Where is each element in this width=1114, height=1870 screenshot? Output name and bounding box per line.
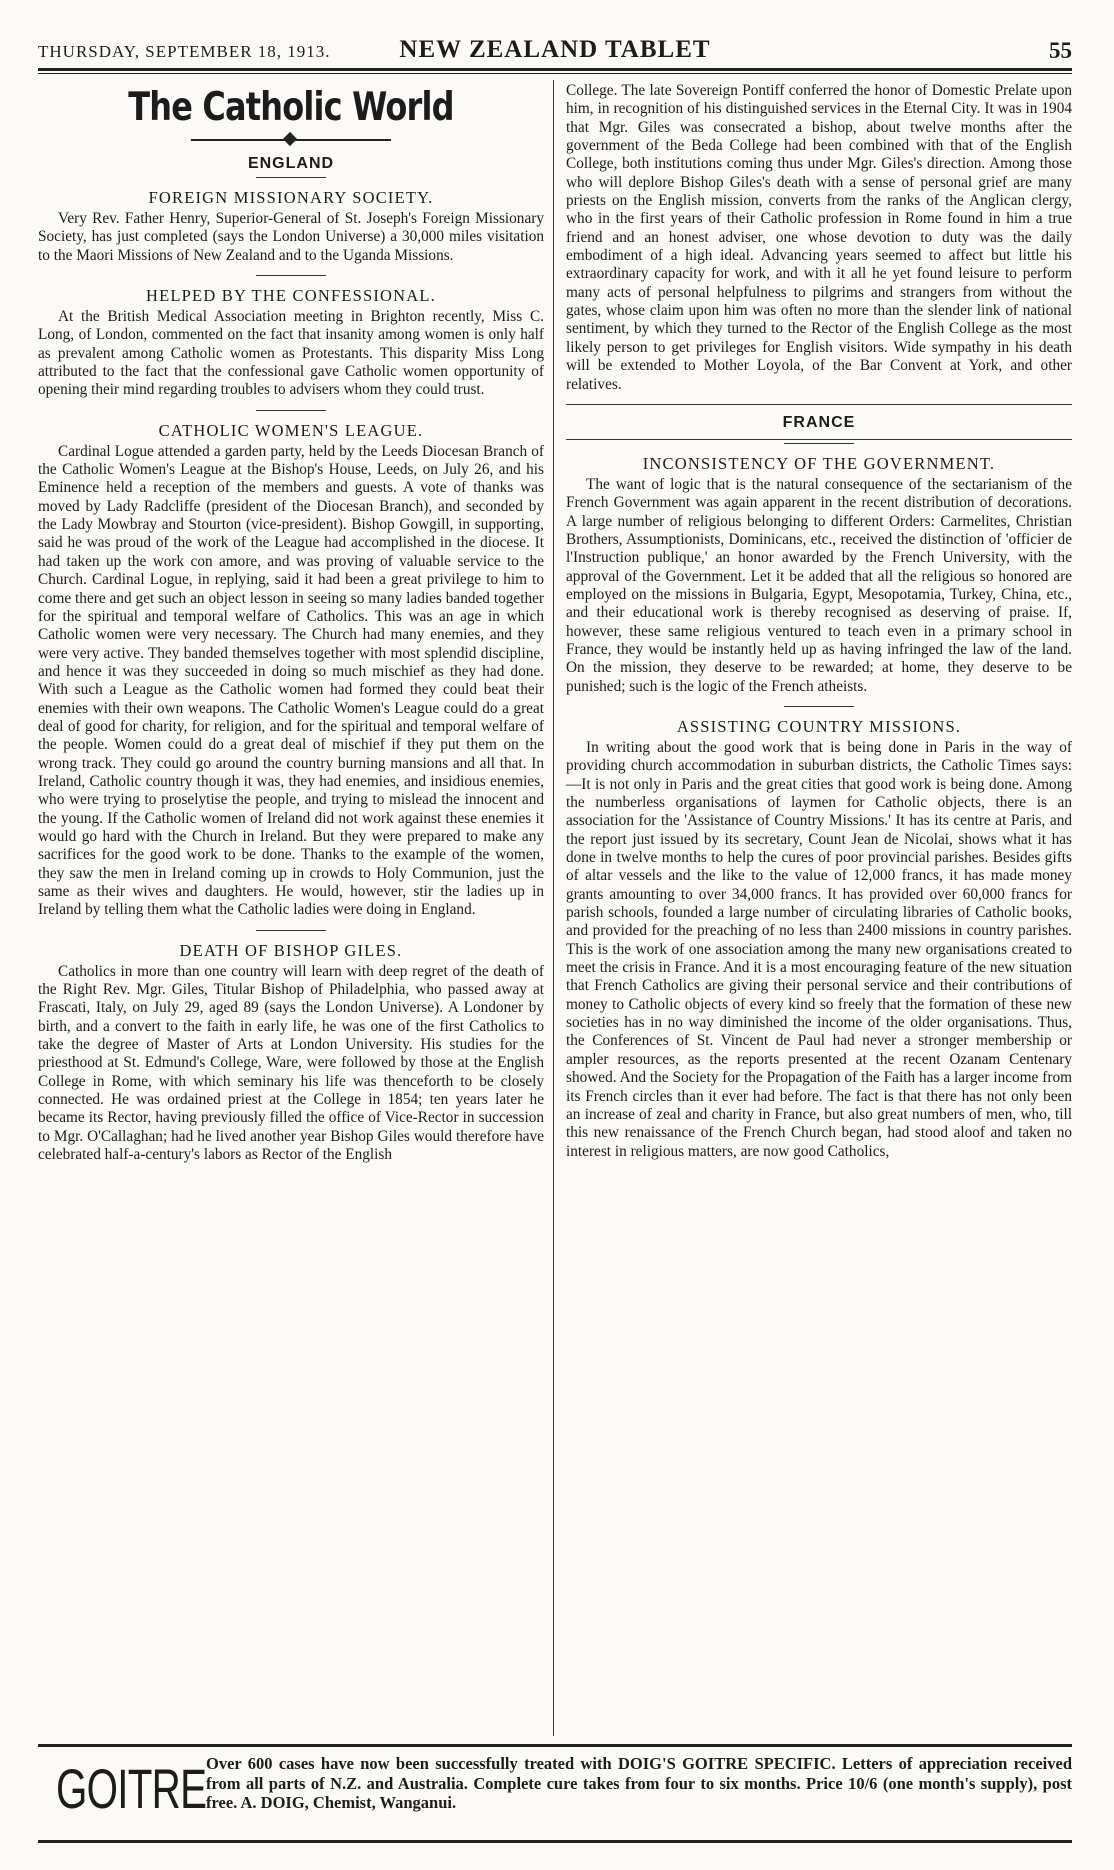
country-heading-france: FRANCE: [782, 413, 856, 431]
article-body-missions: In writing about the good work that is being done in Paris in the way of providing church accommodation in suburban districts, the Catholic Times says:—It is not only in Paris and the great cities that good work is being done. Among the numberless organisations of laymen for Catholic objects, there is an association for the 'Assistance of Country Missions.' It has its centre at Paris, and the report just issued by its secretary, Count Jean de Nicolai, shows what it has done in twelve months to help the cures of poor provincial parishes. Besides gifts of altar vessels and the like to the value of 12,000 francs, it has made money grants amounting to over 34,000 francs. It has provided over 60,000 francs for parish schools, founded a large number of circulating libraries of Catholic books, and provided for the preaching of no less than 2400 missions in country parishes. This is the work of one association among the many new organisations created to meet the crisis in France. And it is a most encouraging feature of the new situation that French Catholics are giving their personal service and their contributions of money to Catholic objects of every kind so freely that the formation of these new societies has in no way diminished the income of the older organisations. Thus, the Conferences of St. Vincent de Paul had never a stronger membership or ampler resources, as the reports presented at the recent Ozanam Centenary showed. And the Society for the Propagation of the Faith has a larger income from its French circles than it ever had before. The fact is that there has not only been an increase of zeal and charity in France, but also great numbers of men, who, till this new renaissance of the French Church began, had stood aloof and taken no interest in religious matters, are now good Catholics,: [566, 738, 1072, 1160]
title-ornament: [191, 132, 391, 148]
article-body-inconsistency: The want of logic that is the natural consequence of the sectarianism of the French Government was again apparent in the recent distribution of decorations. A large number of religious belonging to different Orders: Carmelites, Christian Brothers, Assumptionists, Dominicans, etc., received the distinction of 'officier de l'Instruction publique,' an honor awarded by the French University, with the approval of the Government. Let it be added that all the religious so honored are employed on the missions in Bulgaria, Egypt, Mesopotamia, Turkey, China, etc., and their educational work is thereby recognised as deserving of praise. If, however, these same religious ventured to teach even in a primary school in France, they would be instantly held up as having infringed the law of the land. On the mission, they deserve to be rewarded; at home, they deserve to be punished; such is the logic of the French atheists.: [566, 475, 1072, 695]
divider: [784, 443, 854, 444]
divider: [256, 177, 326, 178]
page-header: [38, 36, 1072, 64]
article-heading-missionary: FOREIGN MISSIONARY SOCIETY.: [148, 188, 434, 207]
divider: [256, 275, 326, 276]
divider: [784, 706, 854, 707]
footer-rule: [38, 1744, 1072, 1747]
advertisement: [38, 1752, 1072, 1840]
article-body-league: Cardinal Logue attended a garden party, held by the Leeds Diocesan Branch of the Catholic Women's League at the Bishop's House, Leeds, on July 26, and his Eminence held a reception of the members and guests. A vote of thanks was moved by Lady Radcliffe (president of the Diocesan Branch), and seconded by the Lady Mowbray and Stourton (vice-president). Bishop Gowgill, in supporting, said he was proud of the work of the League had accomplished in the diocese. It had taken up the work con amore, and was proving of valuable service to the Church. Cardinal Logue, in replying, said it had been a great privilege to him to come there and get such an object lesson in seeing so many ladies banded together for the spiritual and temporal welfare of Catholics. This was an age in which Catholic women were very necessary. The Church had many enemies, and they were very active. They banded themselves together with most splendid discipline, and hence it was they succeeded in doing so much mischief as they had done. With such a League as the Catholic women had formed they could beat their enemies with their own weapons. The Catholic Women's League could do a great deal of good for charity, for religion, and for the spiritual and temporal welfare of the people. Women could do a great deal of mischief if they put them on the wrong track. They could go around the country burning mansions and all that. In Ireland, Catholic country though it was, they had enemies, and insidious enemies, who were trying to proselytise the people, and trying to mislead the innocent and the young. If the Catholic women of Ireland did not work against these enemies it would go hard with the Church in Ireland. But they were prepared to make any sacrifices for the good work to be done. Thanks to the example of the women, they saw the men in Ireland coming up in crowds to Holy Communion, just the same as their wives and daughters. He would, however, stir the ladies up in Ireland by telling them what the Catholic ladies were doing in England.: [38, 442, 544, 919]
article-body-giles-continued: College. The late Sovereign Pontiff conferred the honor of Domestic Prelate upon him, in recognition of his distinguished services in the Eternal City. It was in 1904 that Mgr. Giles was consecrated a bishop, about twelve months after the government of the Beda College had been combined with that of the English College, both institutions coming thus under Mgr. Giles's direction. Among those who will deplore Bishop Giles's death with a sense of personal grief are many priests on the English mission, converts from the ranks of the Anglican clergy, who in the first years of their Catholic profession in Rome found in him a true friend and an honest adviser, one whose devotion to duty was the daily embodiment of a high ideal. Advancing years seemed to affect but little his extraordinary capacity for work, and with it all he yet found leisure to perform many acts of personal helpfulness to pilgrims and strangers from without the gates, whose claim upon him was often no more than the slender link of national sentiment, by which they turned to the Rector of the English College as the most likely person to get privileges for English visitors. Wide sympathy in his death will be extended to Mother Loyola, of the Bar Convent at York, and other relatives.: [566, 82, 1072, 393]
article-body-giles: Catholics in more than one country will learn with deep regret of the death of the Right Rev. Mgr. Giles, Titular Bishop of Philadelphia, who passed away at Frascati, Italy, on July 29, aged 89 (says the London Universe). A Londoner by birth, and a convert to the faith in early life, he was one of the first Catholics to take the degree of Master of Arts at London University. His studies for the priesthood at St. Edmund's College, Ware, were followed by those at the English College in Rome, with which seminary his life was thenceforth to be closely connected. He was ordained priest at the College in 1854; ten years later he became its Rector, having previously filled the office of Vice-Rector in succession to Mgr. O'Callaghan; had he lived another year Bishop Giles would therefore have celebrated half-a-century's labors as Rector of the English: [38, 962, 544, 1164]
masthead: NEW ZEALAND TABLET: [399, 36, 711, 63]
article-body-missionary: Very Rev. Father Henry, Superior-General of St. Joseph's Foreign Missionary Society, has just completed (says the London Universe) a 30,000 miles visitation to the Maori Missions of New Zealand and to the Uganda Missions.: [38, 210, 544, 264]
article-heading-giles: DEATH OF BISHOP GILES.: [179, 940, 403, 960]
page-number: 55: [1049, 38, 1072, 63]
article-heading-missions: ASSISTING COUNTRY MISSIONS.: [676, 716, 962, 736]
article-heading-league: CATHOLIC WOMEN'S LEAGUE.: [158, 420, 424, 440]
article-heading-inconsistency: INCONSISTENCY OF THE GOVERNMENT.: [642, 453, 996, 473]
right-column: [566, 82, 1072, 1161]
header-date: THURSDAY, SEPTEMBER 18, 1913.: [38, 42, 331, 61]
article-heading-confessional: HELPED BY THE CONFESSIONAL.: [146, 286, 436, 306]
divider: [256, 930, 326, 931]
header-rule: [38, 68, 1072, 71]
country-heading-england: ENGLAND: [247, 155, 335, 172]
left-column: [38, 82, 544, 1164]
column-divider: [553, 80, 554, 1736]
ad-text: Over 600 cases have now been successfully treated with DOIG'S GOITRE SPECIFIC. Letters of appreciation received from all parts of N.Z. and Australia. Complete cure takes from four to six months. Price 10/6 (one month's supply), post free. A. DOIG, Chemist, Wanganui.: [206, 1754, 1072, 1812]
header-rule-thin: [38, 73, 1072, 74]
divider: [256, 410, 326, 411]
footer-rule-bottom: [38, 1840, 1072, 1843]
article-body-confessional: At the British Medical Association meeting in Brighton recently, Miss C. Long, of London, commented on the fact that insanity among women is only half as prevalent among Catholic women as Protestants. This disparity Miss Long attributed to the fact that the confessional gave Catholic women opportunity of opening their mind regarding troubles to advisers whom they could trust.: [38, 308, 544, 399]
ad-title: GOITRE: [56, 1757, 207, 1820]
country-box-france: [566, 404, 1072, 440]
section-title: The Catholic World: [128, 85, 454, 130]
